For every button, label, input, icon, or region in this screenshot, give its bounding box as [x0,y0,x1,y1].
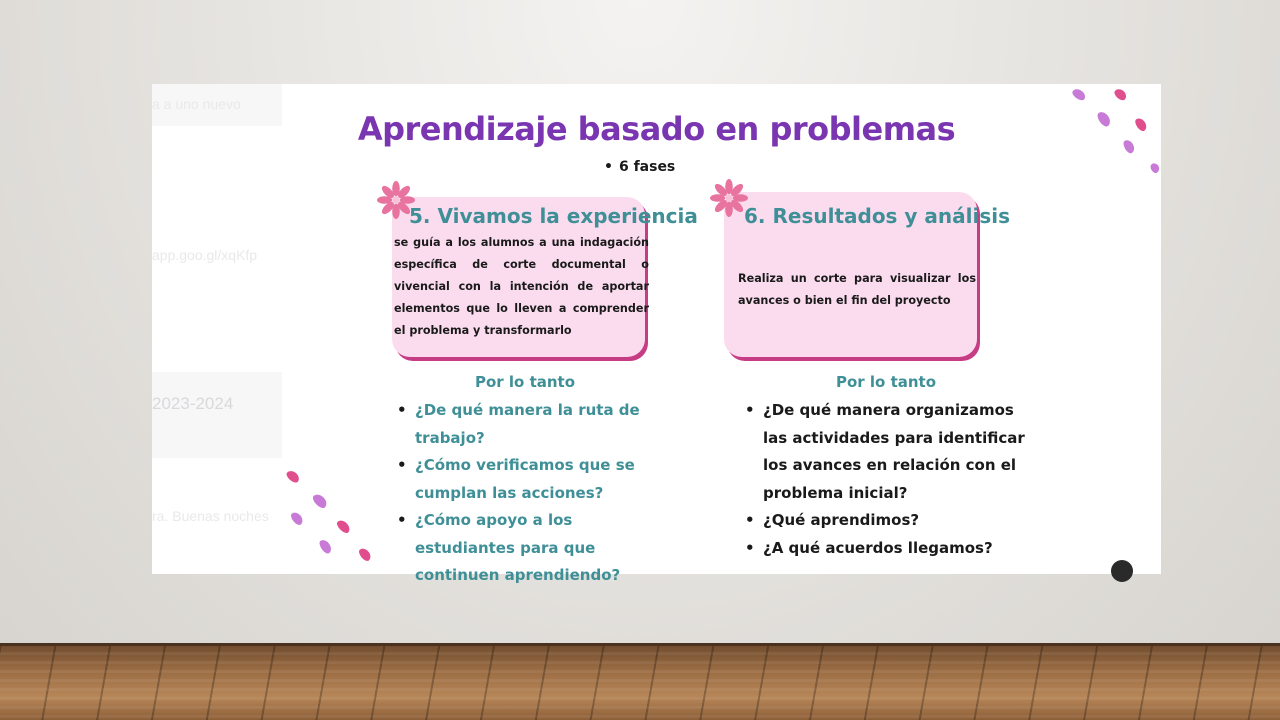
ghost-text-2: app.goo.gl/xqKfp [152,247,258,263]
phase-5-text: se guía a los alumnos a una indagación específica de corte documental o vivencial con la intención de aportar elementos que lo lleven a comprender el problema y transformarlo [394,236,649,337]
phase-6-questions [739,397,1029,562]
phases-bullet: • 6 fases [604,159,676,175]
slide-title: Aprendizaje basado en problemas [357,110,956,148]
list-item: • ¿De qué manera organizamos las actividades para identificar los avances en relación con el problema inicial? [739,397,1029,507]
brush-stroke [357,546,373,563]
slide-image [152,84,1161,584]
list-item: • ¿A qué acuerdos llegamos? [739,535,1029,563]
avatar [1111,560,1133,582]
list-item: • ¿Cómo verificamos que se cumplan las acciones? [391,452,661,507]
list-item: • ¿Cómo apoyo a los estudiantes para que continuen aprendiendo? [391,507,661,590]
brush-stroke [1113,87,1129,102]
phase-5-title: 5. Vivamos la experiencia [409,204,698,228]
phases-label: 6 fases [618,159,676,175]
ghost-text-1: a a uno nuevo [152,96,241,112]
floor-edge [0,643,1280,646]
brush-stroke [289,510,305,527]
flower-icon [710,179,748,217]
phase-6-text: Realiza un corte para visualizar los avances o bien el fin del proyecto [738,272,976,307]
brush-stroke [285,469,302,485]
ghost-text-4: ra. Buenas noches [152,508,269,524]
brush-stroke [311,492,329,510]
list-item: • ¿Qué aprendimos? [739,507,1029,535]
list-item: • ¿De qué manera la ruta de trabajo? [391,397,661,452]
wooden-floor [0,643,1280,720]
ghost-text-3: 2023-2024 [152,394,234,413]
phase-6-title: 6. Resultados y análisis [744,204,1011,228]
brush-stroke [318,538,334,555]
brush-stroke [1071,87,1088,102]
phase-5-therefore: Por lo tanto [475,373,576,391]
phase-6-therefore: Por lo tanto [836,373,937,391]
ghost-box [152,372,282,458]
brush-stroke [335,518,352,535]
phase-5-questions [391,397,661,590]
brush-stroke [1149,162,1161,175]
